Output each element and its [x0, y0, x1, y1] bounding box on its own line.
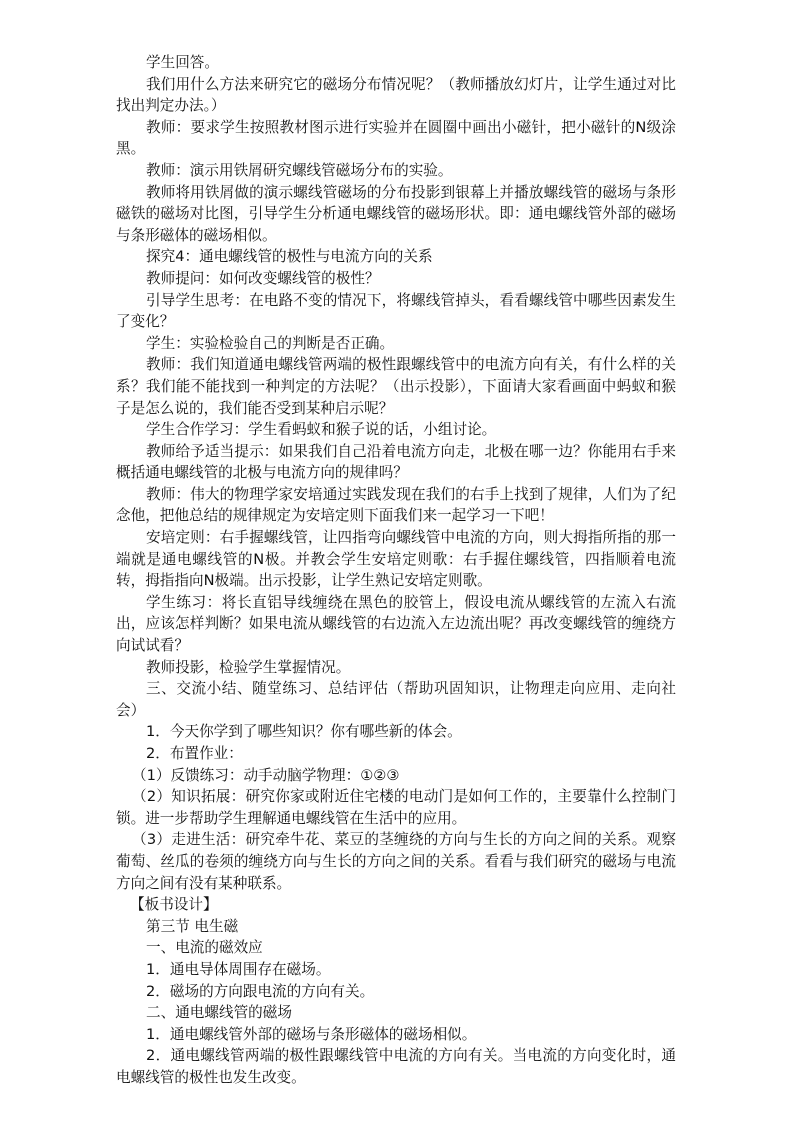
paragraph-student-practice: 学生练习：将长直铝导线缠绕在黑色的胶管上，假设电流从螺线管的左流入右流出，应该怎样判断？如果电流从螺线管的右边流入左边流出呢？再改变螺线管的缠绕方向试试看？	[116, 593, 676, 655]
list-item-homework: 2．布置作业：	[146, 745, 243, 762]
paragraph-method-question: 我们用什么方法来研究它的磁场分布情况呢？（教师播放幻灯片，让学生通过对比找出判定办法。）	[116, 75, 676, 115]
paragraph-teacher-question: 教师提问：如何改变螺线管的极性？	[146, 269, 380, 287]
paragraph-ampere-rule: 安培定则：右手握螺线管，让四指弯向螺线管中电流的方向，则大拇指所指的那一端就是通电螺线管的N极。并教会学生安培定则歌：右手握住螺线管，四指顺着电流转，拇指指向N极端。出示投影，让学生熟记安培定则歌。	[116, 529, 676, 590]
paragraph-student-check: 学生：实验检验自己的判断是否正确。	[146, 334, 395, 352]
board-item-2: 2．磁场的方向跟电流的方向有关。	[146, 982, 375, 1000]
paragraph-teacher-demo: 教师：演示用铁屑研究螺线管磁场分布的实验。	[146, 161, 453, 179]
board-heading-magnetic-effect: 一、电流的磁效应	[146, 939, 263, 957]
list-item-knowledge-extension: （2）知识拓展：研究你家或附近住宅楼的电动门是如何工作的，主要靠什么控制门锁。进一步帮助学生理解通电螺线管在生活中的应用。	[116, 788, 676, 827]
list-item-into-life: （3）走进生活：研究牵牛花、菜豆的茎缠绕的方向与生长的方向之间的关系。观察葡萄、丝瓜的卷须的缠绕方向与生长的方向之间的关系。看看与我们研究的磁场与电流方向之间有没有某种联系。	[116, 831, 676, 892]
paragraph-teacher-hint: 教师给予适当提示：如果我们自己沿着电流方向走，北极在哪一边？你能用右手来概括通电螺线管的北极与电流方向的规律吗？	[116, 442, 676, 482]
document-body	[116, 52, 676, 1089]
board-item-4: 2．通电螺线管两端的极性跟螺线管中电流的方向有关。当电流的方向变化时，通电螺线管的极性也发生改变。	[116, 1047, 676, 1086]
paragraph-teacher-check: 教师投影，检验学生掌握情况。	[146, 658, 351, 676]
paragraph-student-answer: 学生回答。	[146, 54, 219, 71]
paragraph-inquiry-4: 探究4：通电螺线管的极性与电流方向的关系	[146, 248, 433, 266]
paragraph-teacher-experiment: 教师：要求学生按照教材图示进行实验并在圆圈中画出小磁针，把小磁针的N级涂黑。	[116, 118, 676, 158]
paragraph-cooperative-learning: 学生合作学习：学生看蚂蚁和猴子说的话，小组讨论。	[146, 421, 497, 439]
paragraph-teacher-projection: 教师将用铁屑做的演示螺线管磁场的分布投影到银幕上并播放螺线管的磁场与条形磁铁的磁场对比图，引导学生分析通电螺线管的磁场形状。即：通电螺线管外部的磁场与条形磁体的磁场相似。	[116, 183, 676, 244]
section-heading-summary: 三、交流小结、随堂练习、总结评估（帮助巩固知识，让物理走向应用、走向社会）	[116, 680, 676, 719]
paragraph-ampere: 教师：伟大的物理学家安培通过实践发现在我们的右手上找到了规律，人们为了纪念他，把他总结的规律规定为安培定则下面我们来一起学习一下吧！	[116, 485, 676, 525]
board-design-heading: 【板书设计】	[130, 896, 218, 914]
board-item-1: 1．通电导体周围存在磁场。	[146, 960, 331, 978]
board-section-title: 第三节 电生磁	[146, 917, 239, 935]
list-item-feedback: （1）反馈练习：动手动脑学物理：①②③	[132, 766, 400, 784]
list-item-what-learned: 1．今天你学到了哪些知识？你有哪些新的体会。	[146, 723, 462, 741]
paragraph-teacher-relationship: 教师：我们知道通电螺线管两端的极性跟螺线管中的电流方向有关，有什么样的关系？我们能不能找到一种判定的方法呢？（出示投影），下面请大家看画面中蚂蚁和猴子是怎么说的，我们能否受到某种启示呢？	[116, 356, 676, 417]
paragraph-guide-thinking: 引导学生思考：在电路不变的情况下，将螺线管掉头，看看螺线管中哪些因素发生了变化？	[116, 291, 676, 331]
board-heading-solenoid: 二、通电螺线管的磁场	[146, 1004, 292, 1022]
board-item-3: 1．通电螺线管外部的磁场与条形磁体的磁场相似。	[146, 1025, 477, 1043]
